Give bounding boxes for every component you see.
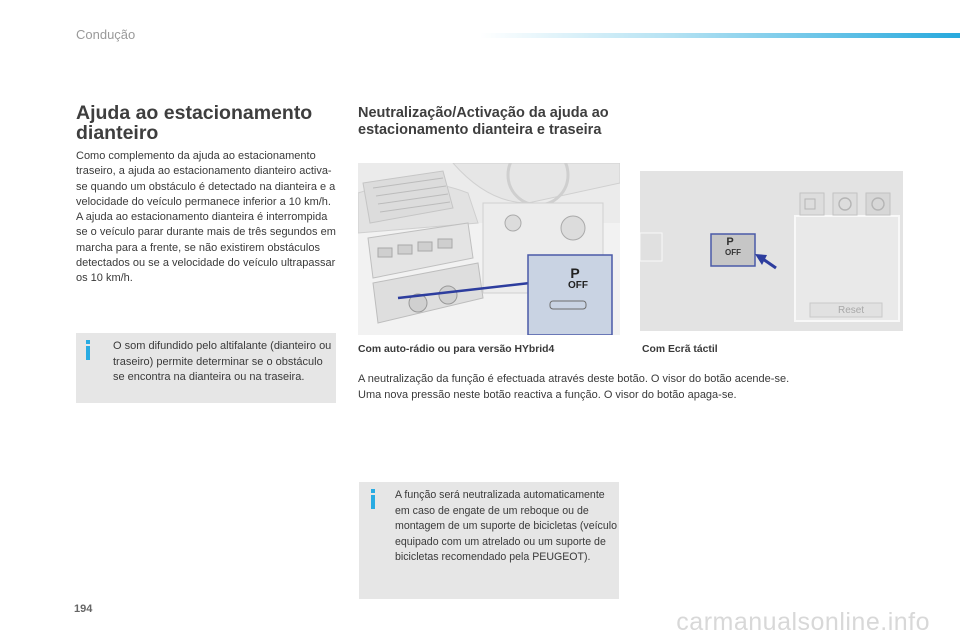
dashboard-illustration <box>358 163 620 335</box>
touch-parking-icon: P <box>726 236 734 248</box>
section-title-front-parking-aid: Ajuda ao estacionamento dianteiro <box>76 102 313 144</box>
front-parking-aid-description: Como complemento da ajuda ao estacionamento traseiro, a ajuda ao estacionamento dianteiro activa-se quando um obstáculo é detectado na dianteira e a velocidade do veículo permanece inferior a 10 km/h. A ajuda ao estacionamento dianteira é interrompida se o veículo parar durante mais de três segundos em marcha para a frente, se não existirem obstáculos detectados ou se a velocidade do veículo ultrapassar os 10 km/h. <box>76 150 336 285</box>
info-text-speaker: O som difundido pelo altifalante (dianteiro ou traseiro) permite determinar se o obstáculo se encontra na dianteira ou na traseira. <box>113 340 332 384</box>
info-box-speaker <box>76 333 336 403</box>
info-icon <box>86 346 90 360</box>
parking-icon: P <box>570 265 580 281</box>
info-box-towing <box>359 482 619 599</box>
figure-caption-radio: Com auto-rádio ou para versão HYbrid4 <box>358 344 555 355</box>
section-title-neutralization: Neutralização/Activação da ajuda ao estacionamento dianteira e traseira <box>358 105 609 138</box>
page-number: 194 <box>74 603 93 615</box>
watermark: carmanualsonline.info <box>676 608 930 636</box>
reset-button[interactable]: Reset <box>838 305 865 316</box>
parking-off-button[interactable] <box>548 266 608 294</box>
info-text-towing: A função será neutralizada automaticamente em caso de engate de um reboque ou de montagem de um suporte de bicicletas (veículo equipado com um atrelado ou um suporte de bicicletas recomendado pela PEUGEOT). <box>395 489 617 564</box>
section-label: Condução <box>76 27 136 42</box>
touch-parking-off-key[interactable] <box>711 236 755 266</box>
header-accent-bar <box>480 33 960 38</box>
neutralization-description: A neutralização da função é efectuada através deste botão. O visor do botão acende-se. Uma nova pressão neste botão reactiva a função. O visor do botão apaga-se. <box>358 373 790 401</box>
touch-off-label: OFF <box>725 248 741 257</box>
info-icon <box>371 495 375 509</box>
off-label: OFF <box>568 280 588 291</box>
figure-caption-touchscreen: Com Ecrã táctil <box>642 344 718 355</box>
